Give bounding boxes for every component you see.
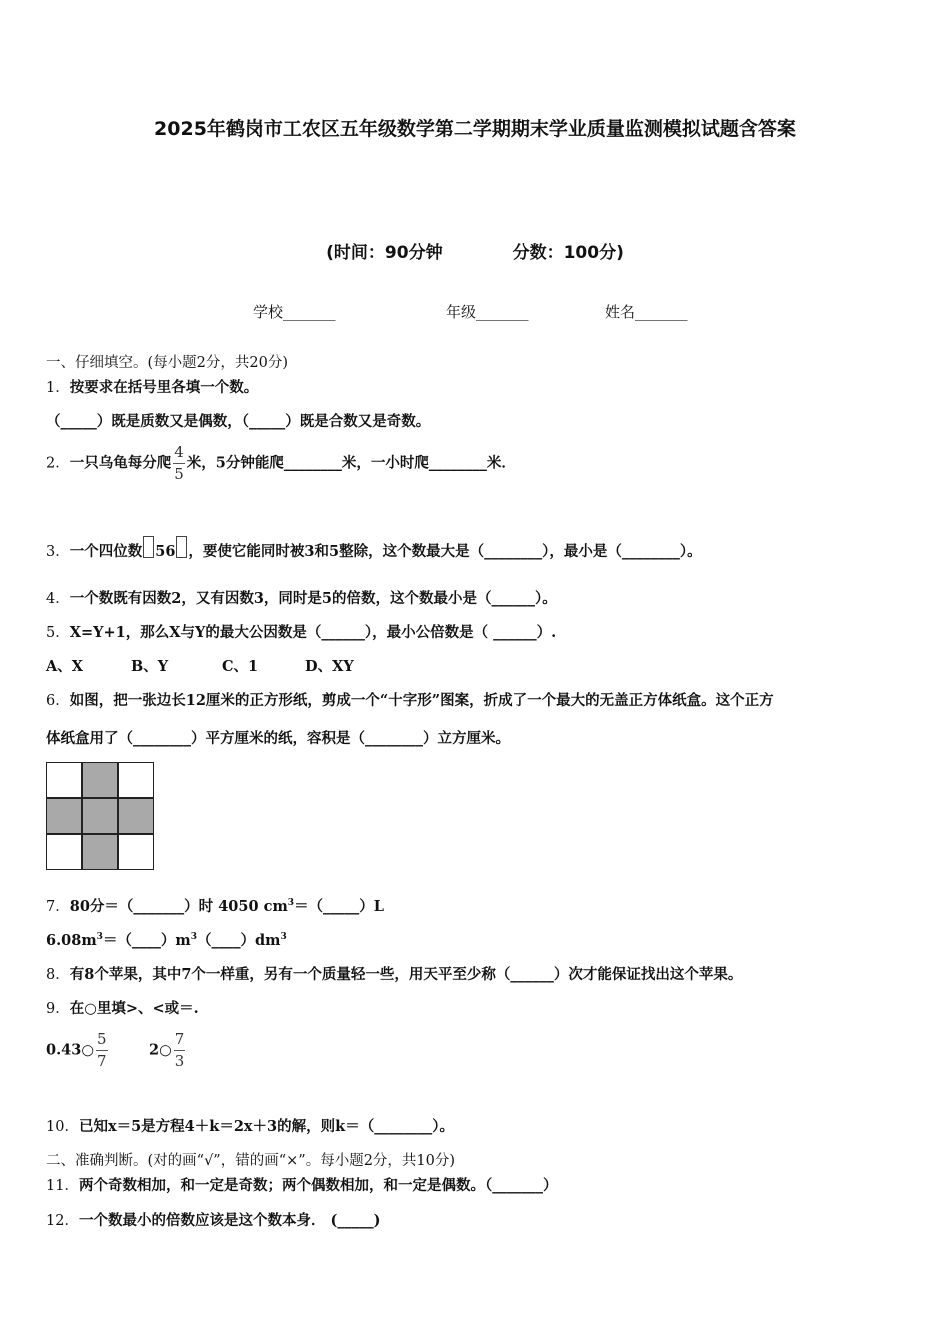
question-number: 11． [46,1178,79,1194]
exponent: 3 [287,898,295,909]
option-c: C、1 [222,658,259,675]
question-text: 米，5分钟能爬________米，一小时爬________米． [186,454,516,472]
fraction [173,444,185,483]
exam-subtitle [0,238,950,263]
question-text: 56 [155,543,176,560]
section-1-heading: 一、仔细填空。(每小题2分，共20分) [46,355,288,371]
blank-box-icon [143,536,154,558]
question-number: 3． [46,544,70,560]
option-b: B、Y [131,658,169,675]
fraction-numerator: 5 [96,1030,107,1048]
question-text: ＝（____）m [102,932,191,949]
option-a: A、X [46,658,84,675]
school-field: 学校_______ [253,303,336,321]
grid-cell-shaded [118,798,154,834]
question-12 [46,1209,380,1230]
grid-cell-shaded [82,762,118,798]
question-text: 一只乌龟每分爬 [69,454,172,472]
question-11 [46,1174,557,1195]
comparison-b [149,1031,187,1070]
question-text: 如图，把一张边长12厘米的正方形纸，剪成一个“十字形”图案，折成了一个最大的无盖正方体纸盒。这个正方 [69,692,774,709]
name-field: 姓名_______ [605,303,688,321]
question-text: 两个奇数相加，和一定是奇数；两个偶数相加，和一定是偶数。（_______） [78,1177,558,1194]
question-number: 2． [46,455,70,472]
time-limit: (时间：90分钟 [326,243,443,263]
question-9 [46,997,199,1018]
question-5 [46,621,556,642]
section-2-heading: 二、准确判断。(对的画“√”，错的画“×”。每小题2分，共10分) [46,1153,456,1169]
exponent: 3 [96,932,103,943]
fraction-denominator: 5 [174,465,184,483]
grid-cell [46,834,82,870]
question-2 [46,444,516,483]
question-text: （____）dm [197,932,281,949]
question-number: 7． [46,899,70,915]
question-number: 9． [46,1001,70,1017]
comparison-text: 0.43○ [46,1041,94,1059]
fraction-numerator: 4 [174,443,184,461]
question-number: 10． [46,1119,79,1135]
question-6 [46,689,774,710]
question-text: 80分＝（_______）时 4050 cm [69,898,288,915]
question-7-part-2 [46,929,287,950]
blank-box-icon [176,536,187,558]
question-number: 5． [46,625,70,641]
exponent: 3 [280,932,287,943]
fraction-denominator: 3 [174,1052,185,1070]
question-4 [46,587,557,608]
question-number: 1． [46,380,70,396]
exponent: 3 [190,932,198,943]
fraction [96,1031,108,1070]
comparison-text: 2○ [149,1041,172,1059]
question-7 [46,895,384,916]
grid-cell [46,762,82,798]
question-number: 4． [46,591,70,607]
grid-cell [118,762,154,798]
question-text: 一个四位数 [69,543,143,560]
question-text: 一个数既有因数2，又有因数3，同时是5的倍数，这个数最小是（______）。 [69,590,557,607]
comparison-a [46,1031,110,1070]
question-1 [46,376,258,397]
question-6-line-2: 体纸盒用了（________）平方厘米的纸，容积是（________）立方厘米。 [46,730,510,747]
question-text: 按要求在括号里各填一个数。 [69,379,259,396]
page-title: 2025年鹤岗市工农区五年级数学第二学期期末学业质量监测模拟试题含答案 [154,118,796,140]
question-text: 有8个苹果，其中7个一样重，另有一个质量轻一些，用天平至少称（______）次才能保证找出这个苹果。 [69,966,743,983]
fraction-numerator: 7 [174,1030,185,1048]
grid-cell [118,834,154,870]
grid-cell-shaded [82,834,118,870]
question-text: 已知x＝5是方程4＋k＝2x＋3的解，则k＝（________）。 [78,1118,454,1135]
question-10 [46,1115,454,1136]
question-text: 在○里填>、<或＝. [69,1000,199,1017]
question-number: 8． [46,967,70,983]
option-d: D、XY [305,658,354,675]
grid-cell-shaded [82,798,118,834]
question-number: 6． [46,693,70,709]
grade-field: 年级_______ [446,303,529,321]
question-text: ＝（_____）L [294,898,385,915]
grid-cell-shaded [46,798,82,834]
question-text: X=Y+1，那么X与Y的最大公因数是（______），最小公倍数是（ ______）. [69,624,557,641]
question-text: ，要使它能同时被3和5整除，这个数最大是（________），最小是（________）。 [188,543,702,560]
question-3 [46,536,702,561]
question-number: 12． [46,1213,79,1229]
fraction-denominator: 7 [96,1052,107,1070]
total-score: 分数：100分) [512,243,624,263]
question-8 [46,963,742,984]
question-text: 6.08m [46,932,97,949]
fraction [174,1031,186,1070]
question-text: 一个数最小的倍数应该是这个数本身． (_____) [78,1212,381,1229]
cross-shape-figure [46,762,154,870]
question-1-blanks: （_____）既是质数又是偶数，（_____）既是合数又是奇数。 [46,413,431,430]
